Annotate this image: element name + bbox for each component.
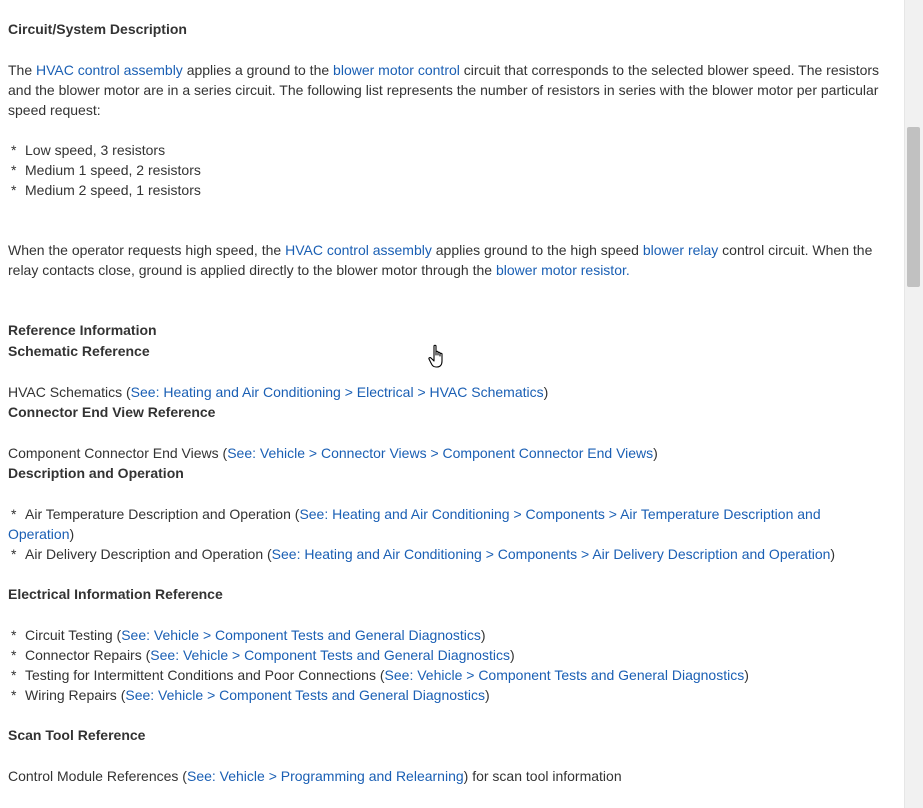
list-item-text: Wiring Repairs ( [25,687,126,703]
text-run: circuit that corresponds to the selected blower speed. The resistors and the blower motor are in a series circuit. The following list represents the number of resistors in series with the blower motor per particular speed request: [8,62,880,118]
link-air-delivery[interactable]: See: Heating and Air Conditioning > Components > Air Delivery Description and Operation [271,546,831,562]
text-run: ) [744,667,749,683]
bullet-icon: * [11,627,17,643]
list-item-text: Testing for Intermittent Conditions and Poor Connections ( [25,667,385,683]
text-run: Control Module References ( [8,768,187,784]
text-run: ) [485,687,490,703]
bullet-icon: * [11,506,17,522]
link-hvac-control-assembly[interactable]: HVAC control assembly [36,62,183,78]
list-item-text: Medium 2 speed, 1 resistors [25,182,201,198]
list-item [8,544,848,564]
description-list [8,504,848,564]
connector-reference-line [8,443,893,463]
section-heading-circuit: Circuit/System Description [8,21,187,37]
bullet-icon: * [11,546,17,562]
speed-list [8,140,893,200]
link-wiring-repairs[interactable]: See: Vehicle > Component Tests and General Diagnostics [125,687,486,703]
list-item [8,685,893,705]
list-item-text: Air Temperature Description and Operation ( [25,506,300,522]
link-blower-relay[interactable]: blower relay [642,242,719,258]
electrical-list [8,625,893,705]
bullet-icon: * [11,182,17,198]
subheading-scan-tool: Scan Tool Reference [8,727,146,743]
bullet-icon: * [11,162,17,178]
text-run: . [625,262,630,278]
text-run: When the operator requests high speed, the [8,242,286,258]
link-hvac-control-assembly-2[interactable]: HVAC control assembly [285,242,432,258]
hand-pointer-icon [428,344,448,370]
text-run: ) [543,384,549,400]
paragraph-circuit-1 [8,60,893,120]
text-run: control circuit. When the relay contacts close, ground is applied directly to the blower motor through the [8,242,873,278]
list-item [8,625,893,645]
bullet-icon: * [11,687,17,703]
section-heading-reference: Reference Information [8,322,157,338]
subheading-description: Description and Operation [8,465,184,481]
schematic-reference-line [8,382,893,402]
list-item [8,504,848,544]
list-item [8,180,893,200]
text-run: ) [830,546,836,562]
link-connector-end-views[interactable]: See: Vehicle > Connector Views > Component Connector End Views [227,445,654,461]
subheading-electrical: Electrical Information Reference [8,586,223,602]
scan-tool-reference-line [8,766,893,786]
text-run: ) [509,647,515,663]
text-run: The [8,62,37,78]
link-hvac-schematics[interactable]: See: Heating and Air Conditioning > Electrical > HVAC Schematics [130,384,544,400]
bullet-icon: * [11,647,17,663]
link-intermittent-conditions[interactable]: See: Vehicle > Component Tests and General Diagnostics [384,667,745,683]
link-circuit-testing[interactable]: See: Vehicle > Component Tests and General Diagnostics [121,627,481,643]
link-air-temperature[interactable]: See: Heating and Air Conditioning > Components > Air Temperature Description and Operation [8,506,821,542]
list-item [8,160,893,180]
link-programming-relearning[interactable]: See: Vehicle > Programming and Relearning [186,768,464,784]
vertical-scrollbar[interactable] [904,0,923,808]
text-run: ) [69,526,75,542]
text-run: Component Connector End Views ( [8,445,228,461]
scrollbar-thumb[interactable] [907,127,920,287]
list-item-text: Connector Repairs ( [25,647,151,663]
text-run: ) for scan tool information [463,768,622,784]
bullet-icon: * [11,667,17,683]
list-item [8,665,893,685]
text-run: ) [653,445,658,461]
subheading-connector: Connector End View Reference [8,404,216,420]
text-run: ) [480,627,486,643]
text-run: applies ground to the high speed [431,242,643,258]
paragraph-circuit-2 [8,240,893,280]
list-item-text: Circuit Testing ( [25,627,122,643]
subheading-schematic: Schematic Reference [8,343,150,359]
list-item-text: Low speed, 3 resistors [25,142,166,158]
bullet-icon: * [11,142,17,158]
link-blower-motor-control[interactable]: blower motor control [333,62,460,78]
link-connector-repairs[interactable]: See: Vehicle > Component Tests and General Diagnostics [150,647,510,663]
text-run: HVAC Schematics ( [8,384,131,400]
text-run: applies a ground to the [182,62,334,78]
link-blower-motor-resistor[interactable]: blower motor resistor [495,262,626,278]
list-item [8,645,893,665]
list-item-text: Medium 1 speed, 2 resistors [25,162,201,178]
list-item-text: Air Delivery Description and Operation ( [25,546,272,562]
list-item [8,140,893,160]
